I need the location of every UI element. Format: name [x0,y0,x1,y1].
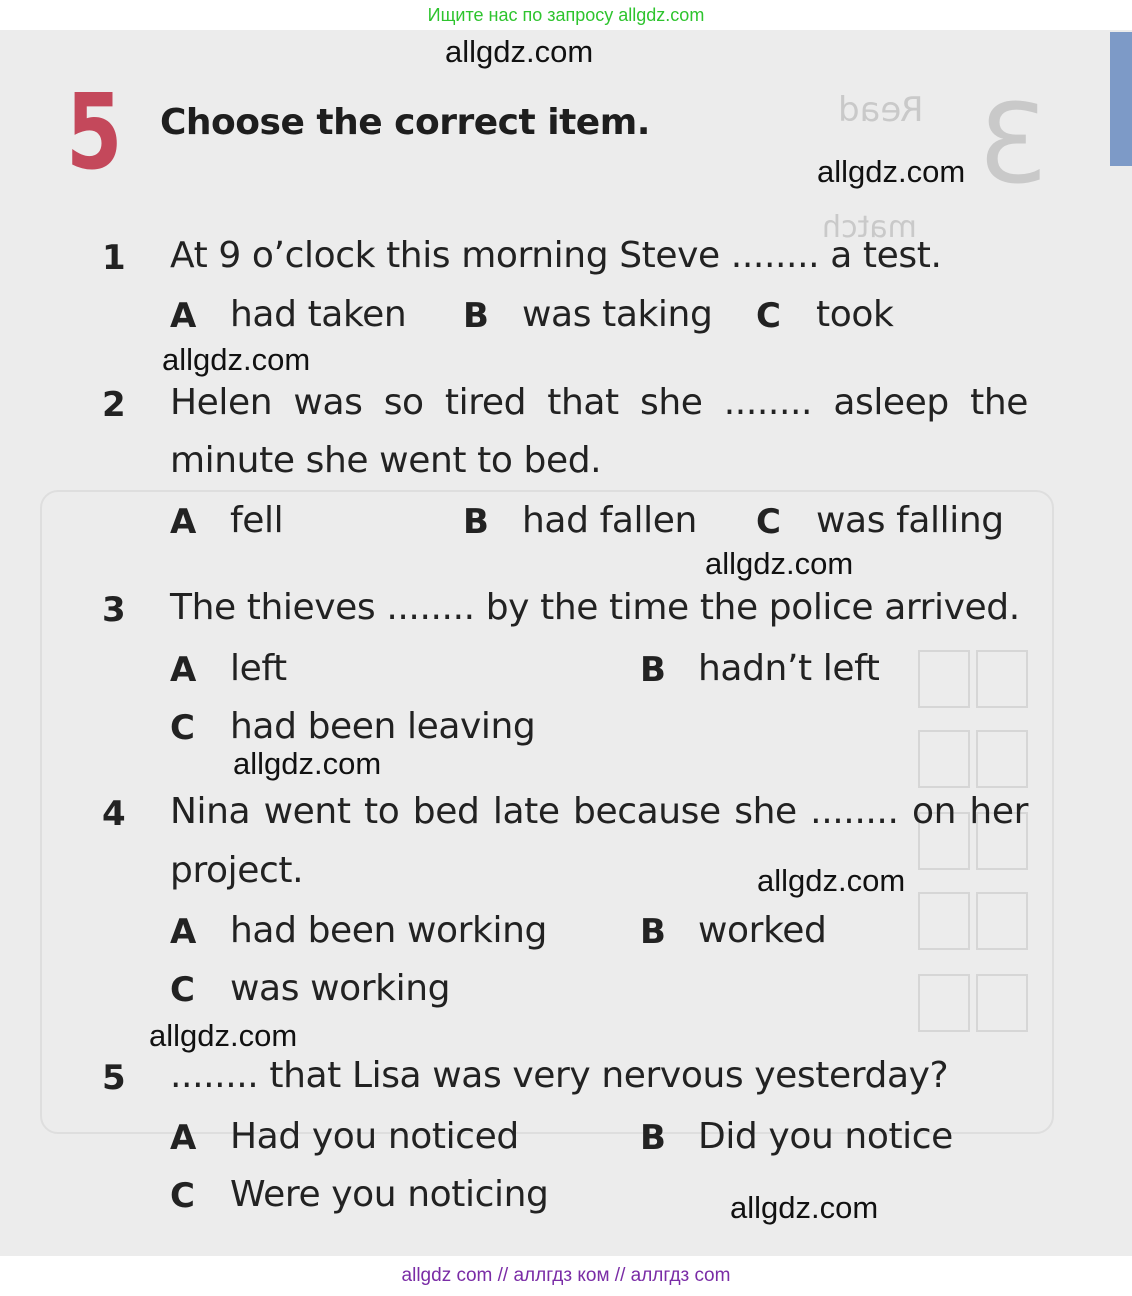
option-letter: A [170,650,197,690]
textbook-page [0,30,1132,1256]
option-text[interactable]: was taking [522,294,713,335]
watermark: allgdz.com [162,342,311,377]
option-text[interactable]: was working [230,968,451,1009]
option-letter: B [640,1118,666,1158]
option-letter: A [170,1118,197,1158]
option-text[interactable]: Did you notice [698,1116,953,1157]
watermark: allgdz.com [149,1018,298,1053]
show-through-text: 3 [978,80,1048,208]
option-text[interactable]: had been leaving [230,706,536,747]
option-letter: C [756,502,781,542]
watermark: allgdz.com [705,546,854,581]
watermark: allgdz.com [730,1190,879,1225]
option-letter: A [170,502,197,542]
bottom-banner[interactable]: allgdz com // аллгдз ком // аллгдз com [0,1256,1132,1294]
option-text[interactable]: Had you noticed [230,1116,519,1157]
option-letter: A [170,296,197,336]
watermark: allgdz.com [445,34,594,69]
option-letter: C [170,970,195,1010]
exercise-instruction: Choose the correct item. [160,102,650,143]
question-number: 1 [102,238,126,278]
show-through-text: Read [838,90,924,130]
option-letter: B [640,650,666,690]
option-letter: C [170,1176,195,1216]
show-through-text: match [822,210,917,245]
option-letter: C [756,296,781,336]
watermark: allgdz.com [757,863,906,898]
page-edge-tab [1110,32,1132,166]
exercise-number: 5 [66,71,123,193]
option-text[interactable]: had taken [230,294,407,335]
option-letter: B [463,502,489,542]
option-text[interactable]: Were you noticing [230,1174,549,1215]
question-number: 2 [102,385,126,425]
watermark: allgdz.com [817,154,966,189]
question-text: minute she went to bed. [170,440,602,481]
question-text: Helen was so tired that she ........ asleep the [170,382,1028,423]
question-number: 3 [102,590,126,630]
option-letter: B [463,296,489,336]
option-text[interactable]: took [816,294,894,335]
option-text[interactable]: had been working [230,910,547,951]
option-letter: B [640,912,666,952]
question-number: 4 [102,794,126,834]
option-text[interactable]: had fallen [522,500,697,541]
option-text[interactable]: hadn’t left [698,648,880,689]
question-number: 5 [102,1058,126,1098]
option-letter: C [170,708,195,748]
option-text[interactable]: was falling [816,500,1004,541]
watermark: allgdz.com [233,746,382,781]
question-text: The thieves ........ by the time the police arrived. [170,587,1020,628]
question-text: project. [170,850,304,891]
option-text[interactable]: worked [698,910,827,951]
option-text[interactable]: left [230,648,287,689]
question-text: Nina went to bed late because she ........ on her [170,791,1028,832]
option-letter: A [170,912,197,952]
question-text: At 9 o’clock this morning Steve ........ a test. [170,235,942,276]
option-text[interactable]: fell [230,500,284,541]
top-banner[interactable]: Ищите нас по запросу allgdz.com [0,0,1132,30]
question-text: ........ that Lisa was very nervous yesterday? [170,1055,949,1096]
